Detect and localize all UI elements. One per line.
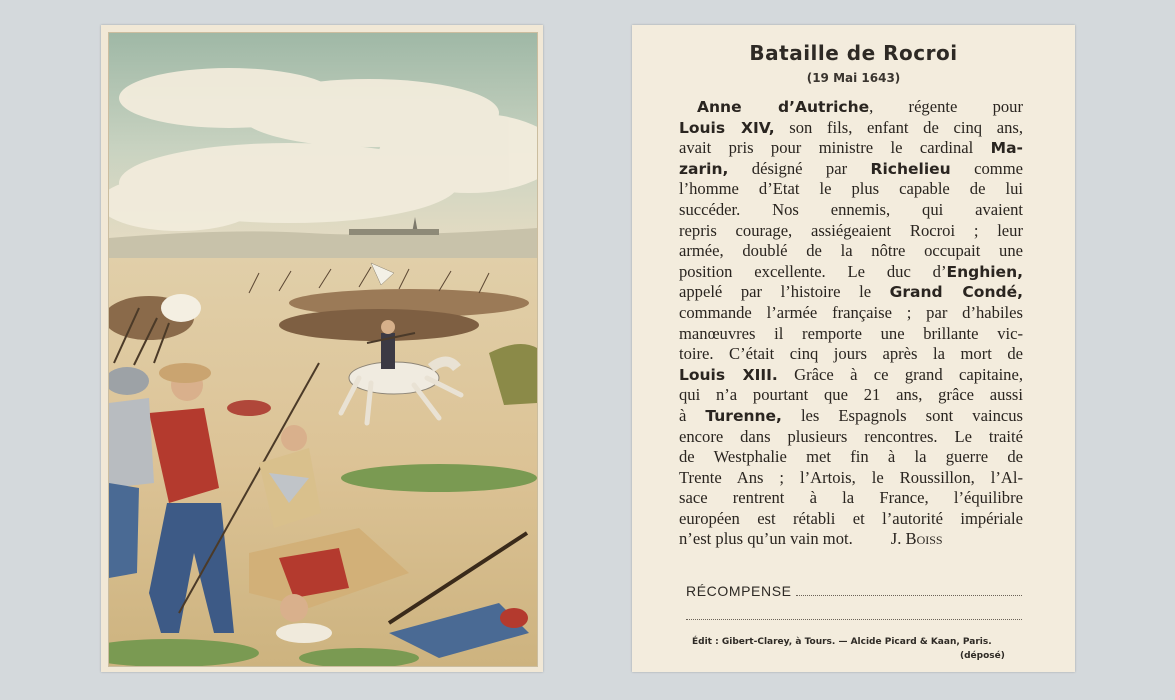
- author-signature: J. Boiss: [890, 529, 943, 549]
- fallen-soldier-red: [227, 400, 271, 416]
- text-line: [679, 406, 1023, 427]
- text-line: [679, 262, 1023, 283]
- text-line: [679, 344, 1023, 365]
- text-run: position excellente. Le duc d’: [679, 261, 947, 281]
- text-line: [679, 324, 1023, 345]
- bold-name: Richelieu: [870, 159, 951, 178]
- text-run: n’est plus qu’un vain mot.: [679, 529, 853, 549]
- text-line: [679, 529, 1023, 550]
- card-title: Bataille de Rocroi: [749, 41, 958, 65]
- text-line: [679, 365, 1023, 386]
- publisher-note: (déposé): [960, 651, 1005, 661]
- battle-scene-illustration: [108, 32, 538, 667]
- text-run: succéder. Nos ennemis, qui avaient: [679, 199, 1023, 219]
- text-line: [679, 282, 1023, 303]
- bold-name: Anne d’Autriche: [697, 98, 870, 116]
- text-run: sace rentrent à la France, l’équilibre: [679, 488, 1023, 508]
- text-line: [679, 385, 1023, 406]
- bold-name: Enghien,: [946, 262, 1023, 281]
- text-run: appelé par l’histoire le: [679, 282, 890, 302]
- text-run: à: [679, 405, 706, 425]
- text-run: repris courage, assiégeaient Rocroi ; leur: [679, 220, 1023, 240]
- text-line: [679, 221, 1023, 242]
- text-line: [679, 488, 1023, 509]
- bold-name: Grand Condé,: [889, 283, 1023, 302]
- back-card: [632, 25, 1075, 672]
- text-run: avait pris pour ministre le cardinal: [679, 138, 991, 158]
- reward-label: RÉCOMPENSE: [686, 583, 792, 599]
- publisher-line: Édit : Gibert-Clarey, à Tours. — Alcide Picard & Kaan, Paris.: [692, 637, 992, 647]
- text-line: [679, 447, 1023, 468]
- history-text: [679, 97, 1023, 550]
- text-run: toire. C’était cinq jours après la mort de: [679, 344, 1023, 364]
- text-line: [679, 468, 1023, 489]
- front-card: [101, 25, 543, 672]
- battle-scene-svg: [109, 33, 537, 666]
- text-line: [679, 118, 1023, 139]
- text-run: , régente pour: [869, 97, 1024, 116]
- text-line: [679, 427, 1023, 448]
- text-run: Trente Ans ; l’Artois, le Roussillon, l’Al-: [679, 467, 1023, 487]
- text-run: qui n’a pourtant que 21 ans, grâce aussi: [679, 385, 1023, 405]
- text-run: armée, doublé de la nôtre occupait une: [679, 241, 1023, 261]
- bold-name: Louis XIV,: [679, 118, 775, 137]
- reward-row: [686, 583, 1022, 601]
- bold-name: Turenne,: [705, 406, 782, 425]
- text-run: les Espagnols sont vaincus: [781, 405, 1024, 425]
- text-line: [679, 303, 1023, 324]
- text-run: Grâce à ce grand capitaine,: [777, 364, 1023, 384]
- text-line: [679, 241, 1023, 262]
- text-run: encore dans plusieurs rencontres. Le traité: [679, 426, 1023, 446]
- bold-name: zarin,: [679, 159, 729, 178]
- text-line: [679, 159, 1023, 180]
- reward-dotted-line: [796, 595, 1022, 596]
- reward-dotted-line-2: [686, 619, 1022, 620]
- text-run: commande l’armée française ; par d’habiles: [679, 302, 1023, 322]
- text-run: l’homme d’Etat le plus capable de lui: [679, 179, 1023, 199]
- text-run: de Westphalie met fin à la guerre de: [679, 447, 1023, 467]
- musket-smoke: [161, 294, 201, 322]
- text-run: manœuvres il remporte une brillante vic-: [679, 323, 1023, 343]
- text-line: [679, 509, 1023, 530]
- text-line: [679, 97, 1023, 118]
- bold-name: Louis XIII.: [679, 365, 778, 384]
- text-run: désigné par: [728, 158, 871, 178]
- text-line: [679, 138, 1023, 159]
- text-line: [679, 179, 1023, 200]
- bold-name: Ma-: [990, 139, 1023, 158]
- text-run: européen est rétabli et l’autorité impériale: [679, 508, 1023, 528]
- text-line: [679, 200, 1023, 221]
- card-date: (19 Mai 1643): [806, 71, 901, 85]
- text-run: son fils, enfant de cinq ans,: [774, 117, 1023, 137]
- text-run: comme: [950, 158, 1023, 178]
